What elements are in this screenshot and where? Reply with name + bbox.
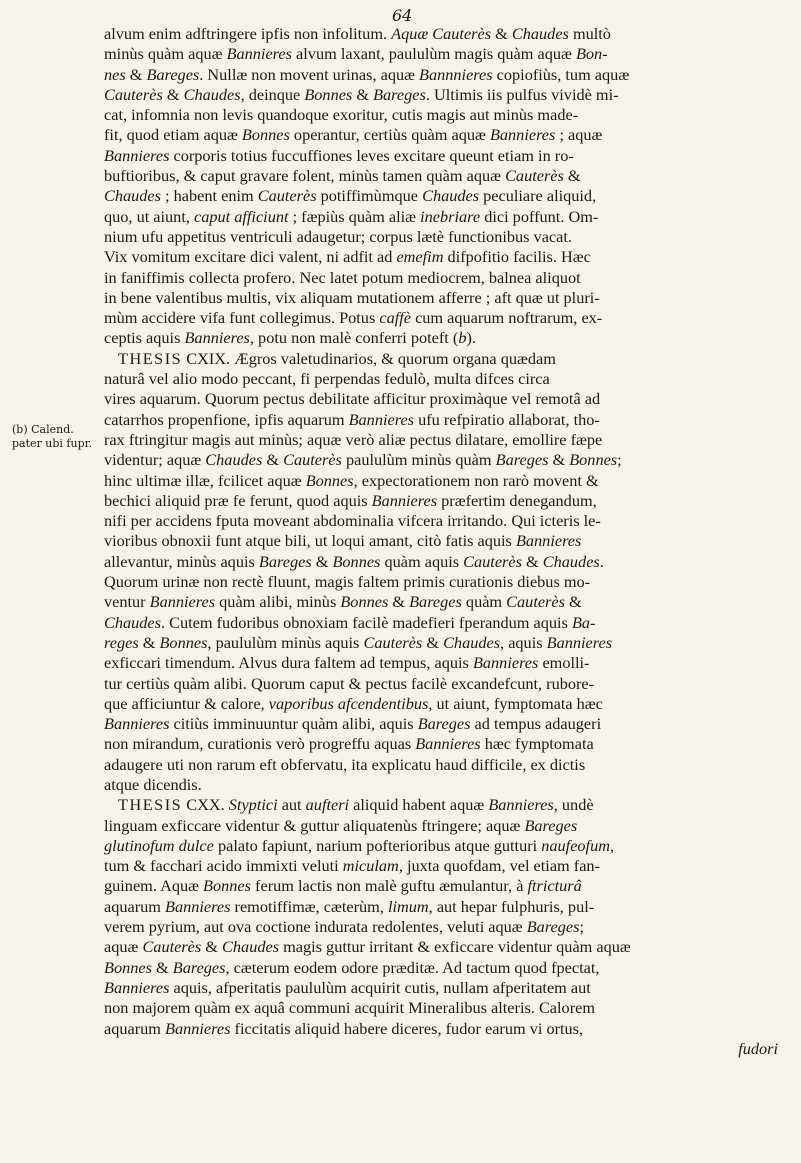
text-run: difpofitio facilis. Hæc xyxy=(443,247,591,267)
text-run: videntur; aquæ xyxy=(104,450,206,470)
text-run: & xyxy=(388,592,410,612)
text-line xyxy=(104,450,784,470)
italic-run: ftricturâ xyxy=(527,876,582,896)
italic-run: glutinofum dulce xyxy=(104,835,214,855)
text-line xyxy=(104,816,784,836)
italic-run: Bannieres xyxy=(104,145,170,165)
italic-run: Bareges xyxy=(373,84,426,104)
text-run: aut xyxy=(277,795,306,815)
text-run: ; aquæ xyxy=(555,125,603,145)
text-run: , xyxy=(609,835,615,855)
italic-run: fudori xyxy=(738,1038,778,1058)
italic-run: Bonnes xyxy=(340,592,389,612)
text-line xyxy=(104,755,784,775)
italic-run: Chaudes xyxy=(422,186,480,206)
italic-run: Bareges xyxy=(417,714,471,734)
text-run: citiùs imminuuntur quàm alibi, aquis xyxy=(169,714,418,734)
text-line xyxy=(104,1019,784,1039)
text-run: quàm aquis xyxy=(380,551,464,571)
text-run: & xyxy=(521,551,543,571)
text-run: aliquid habent aquæ xyxy=(349,795,489,815)
text-run: CXIX. Ægros valetudinarios, & quorum organa quædam xyxy=(182,348,556,368)
text-line xyxy=(104,714,784,734)
text-run: quàm alibi, minùs xyxy=(215,592,341,612)
text-line xyxy=(104,978,784,998)
italic-run: caput afficiunt xyxy=(194,206,289,226)
text-run: , undè xyxy=(553,795,594,815)
italic-run: Bannieres xyxy=(546,632,613,652)
italic-run: Bannieres xyxy=(488,795,554,815)
italic-run: Ba- xyxy=(571,612,596,632)
italic-run: Cauterès xyxy=(506,592,565,612)
italic-run: limum xyxy=(387,896,429,916)
text-run: præfertim denegandum, xyxy=(437,490,597,510)
italic-run: Bareges xyxy=(172,957,226,977)
text-run: , expectorationem non rarò movent & xyxy=(353,470,599,490)
italic-run: Bareges xyxy=(409,592,462,612)
text-run: verem pyrium, aut ova coctione indurata redolentes, veluti aquæ xyxy=(104,917,527,937)
text-run: Vix vomitum excitare dici valent, ni adfit ad xyxy=(104,247,397,267)
text-run: HESIS xyxy=(129,348,183,368)
text-run: . Cutem fudoribus obnoxiam facilè madefieri fperandum aquis xyxy=(160,612,572,632)
text-run: non mirandum, curationis verò progreffu aquas xyxy=(104,734,416,754)
italic-run: Bareges xyxy=(495,450,549,470)
text-line xyxy=(104,308,784,328)
italic-run: Bannieres xyxy=(415,734,481,754)
italic-run: Chaudes xyxy=(222,937,280,957)
italic-run: Cauterès xyxy=(142,937,202,957)
text-run: alvum laxant, paululùm magis quàm aquæ xyxy=(291,44,576,64)
italic-run: Bonnes xyxy=(104,957,152,977)
text-run: corporis totius fuccuffiones leves excitare queunt etiam in ro- xyxy=(169,145,574,165)
text-run: , ut aiunt, fymptomata hæc xyxy=(428,693,603,713)
text-line xyxy=(104,633,784,653)
text-run: in faniffimis collecta profero. Nec latet potum mediocrem, balnea aliquot xyxy=(104,267,581,287)
text-run: hinc ultimæ illæ, fcilicet aquæ xyxy=(104,470,306,490)
italic-run: Chaudes xyxy=(542,551,600,571)
text-line xyxy=(104,937,784,957)
text-line xyxy=(104,369,784,389)
italic-run: reges xyxy=(104,632,139,652)
text-line xyxy=(104,349,784,369)
text-run: & xyxy=(262,450,284,470)
italic-run: Cauterès xyxy=(463,551,522,571)
text-line xyxy=(104,531,784,551)
italic-run: Bannieres xyxy=(371,490,438,510)
text-run: quo, ut aiunt, xyxy=(104,206,194,226)
text-run: quàm xyxy=(461,592,507,612)
text-line xyxy=(104,653,784,673)
text-run: minùs quàm aquæ xyxy=(104,44,227,64)
italic-run: Bannieres xyxy=(104,977,170,997)
text-run: & xyxy=(422,632,444,652)
text-run: paululùm minùs quàm xyxy=(341,450,496,470)
text-line xyxy=(104,491,784,511)
italic-run: Bareges xyxy=(526,917,580,937)
text-run: , aquis xyxy=(500,632,547,652)
text-run: T xyxy=(118,795,130,815)
italic-run: Styptici xyxy=(228,795,278,815)
italic-run: aufteri xyxy=(305,795,350,815)
text-run: nium ufu appetitus ventriculi adaugetur; corpus lætè functionibus vacat. xyxy=(104,226,572,246)
text-line xyxy=(104,85,784,105)
italic-run: nes xyxy=(104,64,126,84)
italic-run: Cauterès xyxy=(104,84,163,104)
text-line xyxy=(104,166,784,186)
text-line xyxy=(104,958,784,978)
text-line xyxy=(104,1039,784,1059)
text-run: ; xyxy=(579,917,585,937)
italic-run: Chaudes xyxy=(104,612,161,632)
italic-run: Aquæ Cauterès xyxy=(391,24,492,43)
italic-run: Bannieres xyxy=(348,409,415,429)
italic-run: Bonnes xyxy=(304,84,353,104)
italic-run: Bannieres xyxy=(489,125,556,145)
text-line xyxy=(104,795,784,815)
text-run: atque dicendis. xyxy=(104,774,202,794)
text-run: cum aquarum noftrarum, ex- xyxy=(411,308,603,328)
text-run: tur certiùs quàm alibi. Quorum caput & pectus facilè excandefcunt, rubore- xyxy=(104,673,595,693)
text-run: ventur xyxy=(104,592,150,612)
italic-run: Bonnes xyxy=(203,876,251,896)
text-line xyxy=(104,125,784,145)
italic-run: miculam xyxy=(342,856,399,876)
italic-run: Bannieres xyxy=(515,531,582,551)
text-run: & xyxy=(201,937,223,957)
text-line xyxy=(104,105,784,125)
italic-run: Cauterès xyxy=(505,166,564,186)
text-run: palato fapiunt, narium pofterioribus atque gutturi xyxy=(213,835,542,855)
text-run: . Nullæ non movent urinas, aquæ xyxy=(199,64,420,84)
text-run: & xyxy=(311,551,333,571)
italic-run: Chaudes xyxy=(443,632,501,652)
italic-run: Bonnes xyxy=(159,632,208,652)
text-run: alvum enim adftringere ipfis non infolitum. xyxy=(104,24,392,43)
text-run: copiofiùs, tum aquæ xyxy=(492,64,630,84)
text-line xyxy=(104,471,784,491)
text-run: ). xyxy=(466,328,476,348)
text-run: T xyxy=(118,348,130,368)
text-line xyxy=(104,207,784,227)
text-line xyxy=(104,186,784,206)
text-run: vioribus obnoxii funt atque bili, ut loqui amant, citò fatis aquis xyxy=(104,531,516,551)
text-run: adaugere uti non rarum eft obfervatu, ita explicatu haud difficile, ex dictis xyxy=(104,754,586,774)
text-line xyxy=(104,328,784,348)
text-run: & xyxy=(563,166,581,186)
text-run: ; fæpiùs quàm aliæ xyxy=(288,206,421,226)
text-run: potiffimùmque xyxy=(316,186,423,206)
italic-run: Bonnes xyxy=(305,470,354,490)
text-run: peculiare aliquid, xyxy=(479,186,597,206)
text-run: linguam exficcare videntur & guttur aliquatenùs ftringere; aquæ xyxy=(104,815,525,835)
italic-run: Cauterès xyxy=(283,450,342,470)
text-line xyxy=(104,613,784,633)
italic-run: naufeofum xyxy=(541,835,610,855)
text-run: exficcari timendum. Alvus dura faltem ad tempus, aquis xyxy=(104,653,473,673)
text-run: & xyxy=(564,592,582,612)
text-line xyxy=(104,592,784,612)
text-run: & xyxy=(151,957,173,977)
text-run: ceptis aquis xyxy=(104,328,185,348)
text-run: aquis, afperitatis paululùm acquirit cutis, nullam afperitatem aut xyxy=(169,977,591,997)
text-run: rax ftringitur magis aut minùs; aquæ verò aliæ pectus dilatare, emollire fæpe xyxy=(104,429,603,449)
italic-run: Bareges xyxy=(146,64,200,84)
italic-run: caffè xyxy=(379,308,411,328)
italic-run: Cauterès xyxy=(363,632,423,652)
text-run: vires aquarum. Quorum pectus debilitate afficitur proximàque vel remotâ ad xyxy=(104,389,601,409)
text-line xyxy=(104,410,784,430)
text-run: . xyxy=(599,551,604,571)
italic-run: Chaudes xyxy=(183,84,241,104)
text-run: allevantur, minùs aquis xyxy=(104,551,259,571)
italic-run: Bannieres xyxy=(226,44,292,64)
text-line xyxy=(104,288,784,308)
text-run: emolli- xyxy=(538,653,590,673)
text-run: fit, quod etiam aquæ xyxy=(104,125,242,145)
margin-note-line: (b) Calend. xyxy=(12,423,74,436)
text-run: & xyxy=(548,450,570,470)
italic-run: Bannieres xyxy=(104,714,170,734)
text-run: aquæ xyxy=(104,937,143,957)
text-line xyxy=(104,44,784,64)
italic-run: Bannieres xyxy=(149,592,216,612)
text-line xyxy=(104,674,784,694)
italic-run: Bannieres xyxy=(472,653,539,673)
text-line xyxy=(104,917,784,937)
italic-run: Bareges xyxy=(524,815,578,835)
text-line xyxy=(104,389,784,409)
italic-run: Chaudes xyxy=(511,24,569,43)
text-run: HESIS xyxy=(129,795,183,815)
text-line xyxy=(104,572,784,592)
text-run: cat, infomnia non levis quandoque exoritur, cutis magis aut minùs made- xyxy=(104,105,579,125)
text-line xyxy=(104,247,784,267)
text-run: multò xyxy=(568,24,611,43)
text-run: nifi per accidens fputa moveant abdominalia vifcera irritando. Qui icteris le- xyxy=(104,511,601,531)
text-run: hæc fymptomata xyxy=(480,734,594,754)
text-run: buftioribus, & caput gravare folent, minùs tamen quàm aquæ xyxy=(104,166,506,186)
text-run: , aut hepar fulphuris, pul- xyxy=(428,896,595,916)
text-line xyxy=(104,836,784,856)
text-run: . Ultimis iis pulfus vividè mi- xyxy=(425,84,619,104)
italic-run: Chaudes xyxy=(104,186,161,206)
text-run: magis guttur irritant & exficcare videntur quàm aquæ xyxy=(279,937,631,957)
text-run: , potu non malè conferri poteft ( xyxy=(249,328,459,348)
text-run: CXX. xyxy=(182,795,229,815)
text-run: naturâ vel alio modo peccant, fi perpendas fedulò, multa difces circa xyxy=(104,369,550,389)
text-line xyxy=(104,897,784,917)
text-run: , deinque xyxy=(240,84,305,104)
text-run: & xyxy=(138,632,160,652)
text-line xyxy=(104,775,784,795)
margin-note xyxy=(12,423,96,451)
text-run: Quorum urinæ non rectè fluunt, magis faltem primis curationis diebus mo- xyxy=(104,572,591,592)
text-run: remotiffimæ, cæterùm, xyxy=(230,896,388,916)
text-run: & xyxy=(125,64,147,84)
text-line xyxy=(104,856,784,876)
text-run: non majorem quàm ex aquâ communi acquirit Mineralibus alteris. Calorem xyxy=(104,998,596,1018)
margin-note-line: pater ubi fupr. xyxy=(12,437,93,450)
text-run: , paululùm minùs aquis xyxy=(207,632,364,652)
text-run: que afficiuntur & calore, xyxy=(104,693,269,713)
text-line xyxy=(104,694,784,714)
text-run: & xyxy=(352,84,374,104)
page-number: 64 xyxy=(392,6,413,25)
text-run: mùm accidere vifa funt collegimus. Potus xyxy=(104,308,380,328)
text-run: ferum lactis non malè guftu æmulantur, à xyxy=(250,876,528,896)
italic-run: Bannieres xyxy=(165,896,231,916)
italic-run: vaporibus afcendentibus xyxy=(268,693,429,713)
italic-run: Bonnes xyxy=(332,551,381,571)
text-line xyxy=(104,65,784,85)
text-run: in bene valentibus multis, vix aliquam mutationem afferre ; aft quæ ut pluri- xyxy=(104,287,600,307)
text-body xyxy=(104,24,784,1059)
italic-run: Bannieres xyxy=(165,1018,231,1038)
text-run: ad tempus adaugeri xyxy=(470,714,602,734)
text-line xyxy=(104,268,784,288)
text-line xyxy=(104,227,784,247)
text-line xyxy=(104,511,784,531)
italic-run: Bannnieres xyxy=(419,64,493,84)
italic-run: Cauterès xyxy=(257,186,317,206)
text-run: catarrhos propenfione, ipfis aquarum xyxy=(104,409,349,429)
text-run: ; xyxy=(617,450,622,470)
text-run: tum & facchari acido immixti veluti xyxy=(104,856,343,876)
italic-run: Chaudes xyxy=(205,450,263,470)
italic-run: inebriare xyxy=(420,206,481,226)
text-run: aquarum xyxy=(104,1018,166,1038)
italic-run: Bonnes xyxy=(569,450,618,470)
text-run: bechici aliquid præ fe ferunt, quod aquis xyxy=(104,490,372,510)
text-run: aquarum xyxy=(104,896,166,916)
text-line xyxy=(104,24,784,44)
text-line xyxy=(104,876,784,896)
text-run: guinem. Aquæ xyxy=(104,876,204,896)
italic-run: b xyxy=(458,328,467,348)
text-run: & xyxy=(162,84,184,104)
text-run: ; habent enim xyxy=(160,186,258,206)
text-run: ficcitatis aliquid habere diceres, fudor earum vi ortus, xyxy=(230,1018,584,1038)
text-run: & xyxy=(491,24,512,43)
text-line xyxy=(104,146,784,166)
text-line xyxy=(104,430,784,450)
text-line xyxy=(104,552,784,572)
italic-run: Bonnes xyxy=(241,125,290,145)
italic-run: emefim xyxy=(396,247,444,267)
text-run: ufu refpiratio allaborat, tho- xyxy=(414,409,600,429)
text-run: dici poffunt. Om- xyxy=(480,206,599,226)
italic-run: Bareges xyxy=(258,551,312,571)
text-run: , juxta quofdam, vel etiam fan- xyxy=(398,856,600,876)
italic-run: Bon- xyxy=(575,44,608,64)
italic-run: Bannieres xyxy=(184,328,250,348)
text-line xyxy=(104,998,784,1018)
text-run: operantur, certiùs quàm aquæ xyxy=(289,125,490,145)
text-run: , cæterum eodem odore præditæ. Ad tactum quod fpectat, xyxy=(225,957,600,977)
text-line xyxy=(104,734,784,754)
